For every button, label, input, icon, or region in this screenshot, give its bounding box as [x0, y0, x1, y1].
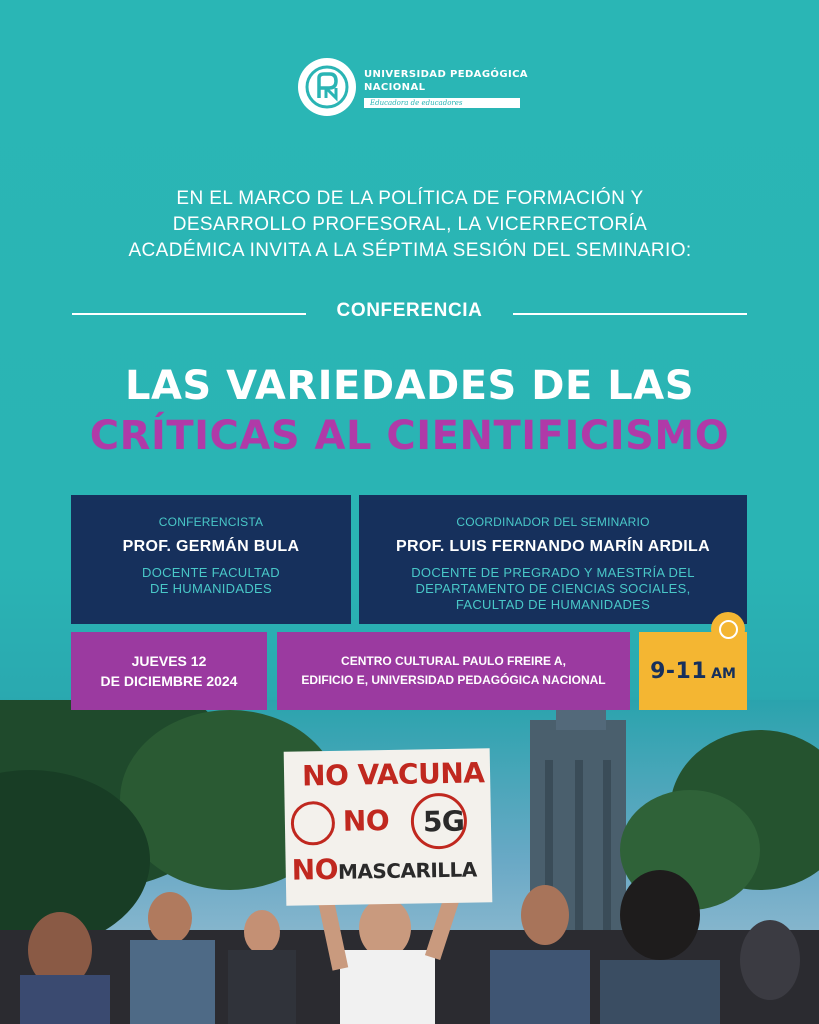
- university-tagline: Educadora de educadores: [364, 98, 520, 108]
- coordinator-role: COORDINADOR DEL SEMINARIO: [456, 515, 650, 529]
- sign-5g: 5G: [422, 804, 465, 839]
- event-title-line-1: LAS VARIEDADES DE LAS: [124, 363, 694, 409]
- divider-right: [513, 313, 747, 315]
- university-name: UNIVERSIDAD PEDAGÓGICA NACIONAL: [364, 69, 528, 93]
- time-period: AM: [711, 665, 736, 682]
- university-logo-icon: [298, 58, 356, 116]
- event-type-label: CONFERENCIA: [336, 300, 483, 321]
- sign-no-2: NO: [342, 803, 390, 838]
- speaker-name: PROF. GERMÁN BULA: [122, 538, 300, 555]
- protest-sign: [284, 748, 493, 906]
- coordinator-card: [359, 495, 747, 624]
- university-logo: [298, 58, 528, 116]
- time-hours: 9-11: [650, 658, 708, 684]
- divider-left: [72, 313, 306, 315]
- event-date: JUEVES 12 DE DICIEMBRE 2024: [71, 632, 267, 710]
- event-title-line-2: CRÍTICAS AL CIENTIFICISMO: [89, 413, 730, 459]
- speaker-role: CONFERENCISTA: [158, 515, 264, 529]
- sign-line-1: NO VACUNA: [301, 756, 485, 793]
- syringe-prohibited-icon: [291, 801, 336, 846]
- clock-icon: [711, 612, 745, 646]
- event-location: CENTRO CULTURAL PAULO FREIRE A, EDIFICIO E, UNIVERSIDAD PEDAGÓGICA NACIONAL: [277, 632, 630, 710]
- intro-text: EN EL MARCO DE LA POLÍTICA DE FORMACIÓN Y DESARROLLO PROFESORAL, LA VICERRECTORÍA ACADÉMICA INVITA A LA SÉPTIMA SESIÓN DEL SEMINARIO:: [128, 188, 692, 261]
- speaker-card: [71, 495, 351, 624]
- coordinator-name: PROF. LUIS FERNANDO MARÍN ARDILA: [396, 538, 710, 555]
- coordinator-description: DOCENTE DE PREGRADO Y MAESTRÍA DEL DEPARTAMENTO DE CIENCIAS SOCIALES, FACULTAD DE HUMANIDADES: [411, 565, 695, 612]
- speaker-description: DOCENTE FACULTAD DE HUMANIDADES: [142, 565, 280, 596]
- sign-line-3: NOMASCARILLA: [291, 852, 477, 887]
